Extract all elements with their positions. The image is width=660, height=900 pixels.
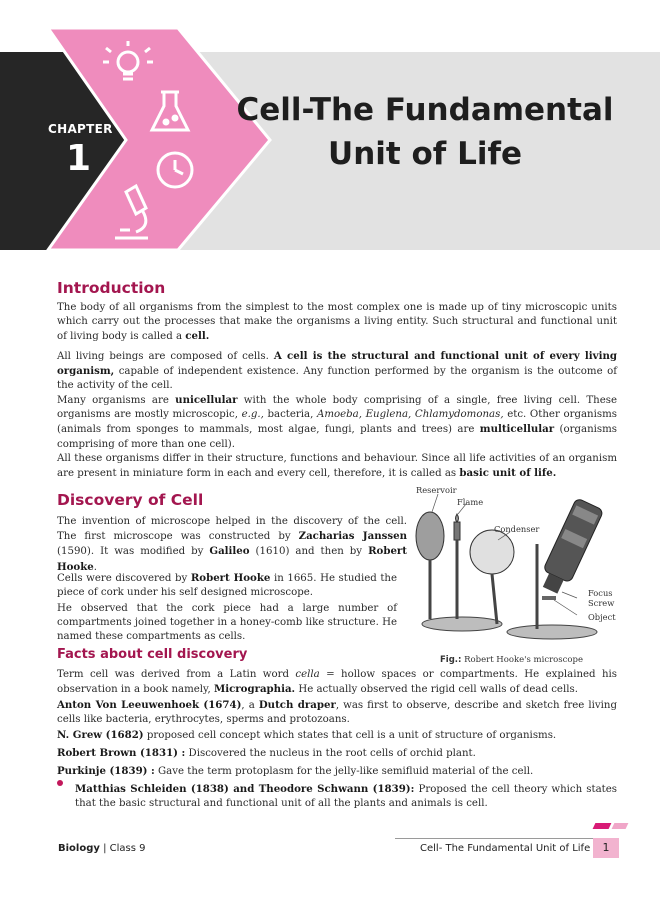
fact-cell-term: Term cell was derived from a Latin word cella = hollow spaces or compartments. He explained his observation in a book namely, Micrographia. He actually observed the rigid cell walls of dead cells.: [57, 669, 617, 696]
fact-brown: Robert Brown (1831) : Discovered the nucleus in the root cells of orchid plant.: [57, 747, 476, 759]
chapter-label: CHAPTER: [48, 122, 113, 136]
intro-paragraph-4: All these organisms differ in their structure, functions and behaviour. Since all life activities of an organism are present in miniature form in each and every cell, therefore, it is called as basic unit of life.: [57, 453, 617, 480]
discovery-paragraph-3: He observed that the cork piece had a large number of compartments joined together in a honey-comb like structure. He named these compartments as cells.: [57, 603, 397, 643]
footer-chapter-title: Cell- The Fundamental Unit of Life: [420, 843, 591, 854]
intro-paragraph-1: The body of all organisms from the simplest to the most complex one is made up of tiny microscopic units which carry out the processes that make the organisms a living entity. Such structural and functional unit of living body is called a cell.: [57, 302, 617, 343]
introduction-heading: Introduction: [57, 279, 166, 297]
figure-caption: Fig.: Robert Hooke's microscope: [440, 655, 583, 665]
chapter-number: 1: [66, 138, 92, 179]
figure-label-focus: Focus: [588, 588, 613, 598]
figure-label-screw: Screw: [588, 598, 615, 608]
discovery-paragraph-2: Cells were discovered by Robert Hooke in 1665. He studied the piece of cork under his self designed microscope.: [57, 572, 398, 599]
footer-subject: Biology | Class 9: [58, 843, 146, 854]
fact-cell-theory: Matthias Schleiden (1838) and Theodore Schwann (1839): Proposed the cell theory which states that the basic structural and functional unit of all the plants and animals is cell.: [75, 783, 618, 810]
fact-purkinje: Purkinje (1839) : Gave the term protoplasm for the jelly-like semifluid material of the cell.: [57, 765, 534, 777]
discovery-paragraph-1: The invention of microscope helped in the discovery of the cell. The first microscope was constructed by Zacharias Janssen (1590). It was modified by Galileo (1610) and then by Robert Hooke.: [57, 516, 408, 573]
figure-label-flame: Flame: [457, 497, 484, 507]
hooke-microscope-figure: [402, 484, 614, 644]
figure-label-object: Object: [588, 612, 616, 622]
intro-paragraph-3: Many organisms are unicellular with the whole body comprising of a single, free living cell. These organisms are mostly microscopic, e.g., bacteria, Amoeba, Euglena, Chlamydomonas, etc. Other organisms (animals from sponges to mammals, most algae, fungi, plants and trees) are multicellular (organisms comprising of more than one cell).: [57, 394, 618, 450]
fact-grew: N. Grew (1682) proposed cell concept which states that cell is a unit of structure of organisms.: [57, 729, 557, 741]
fact-leeuwenhoek: Anton Von Leeuwenhoek (1674), a Dutch draper, was first to observe, describe and sketch free living cells like bacteria, erythrocytes, sperms and protozoans.: [57, 699, 617, 726]
chapter-title-line1: Cell-The Fundamental: [236, 92, 614, 128]
figure-label-reservoir: Reservoir: [416, 485, 457, 495]
chapter-title: [225, 88, 625, 176]
chapter-title-line2: Unit of Life: [328, 136, 522, 172]
footer-decoration: [593, 823, 612, 829]
page-number: 1: [593, 838, 619, 858]
footer-decoration: [612, 823, 629, 829]
intro-paragraph-2: All living beings are composed of cells. A cell is the structural and functional unit of every living organism, capable of independent existence. Any function performed by the organism is the outcome of the activity of the cell.: [57, 350, 617, 392]
bullet-marker: [57, 780, 63, 786]
facts-heading: Facts about cell discovery: [57, 647, 248, 662]
figure-label-condenser: Condenser: [494, 524, 540, 534]
discovery-heading: Discovery of Cell: [57, 491, 204, 509]
footer-rule: [395, 838, 600, 839]
